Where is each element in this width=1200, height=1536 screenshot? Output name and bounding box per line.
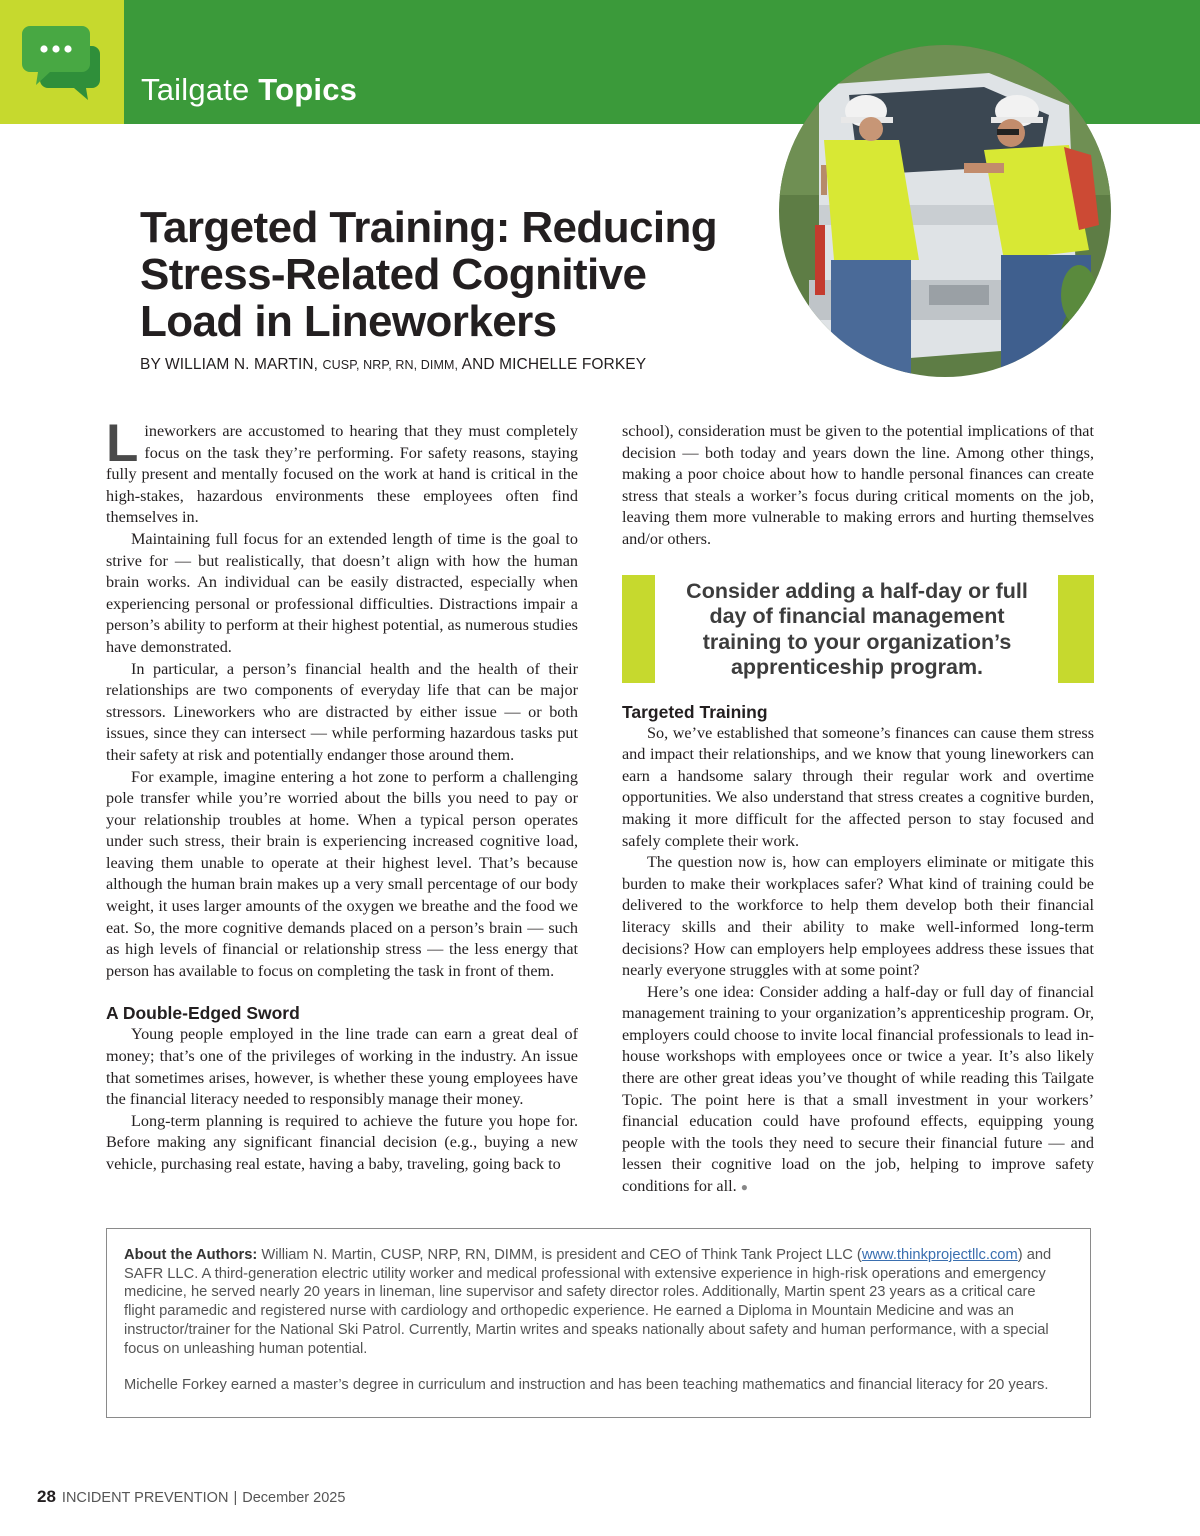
article-title: Targeted Training: Reducing Stress-Related Cognitive Load in Lineworkers	[140, 203, 718, 346]
issue-date: December 2025	[242, 1490, 346, 1506]
authors-bio-martin	[124, 1246, 1064, 1358]
footer-separator: |	[233, 1490, 238, 1506]
paragraph-text: Here’s one idea: Consider adding a half-day or full day of financial management training to your organization’s apprenticeship program. Or, employers could choose to invite local financial professionals to lead in-house workshops with employees once or twice a year. It’s also likely there are other great ideas you’ve thought of while reading this Tailgate Topic. The point here is that a small investment in your workers’ financial education could have profound effects, equipping young people with the tools they need to secure their financial future — and lessen their cognitive load on the job, helping to improve safety conditions for all.	[622, 982, 1094, 1196]
section-title	[141, 72, 357, 108]
paragraph-text: ineworkers are accustomed to hearing that they must completely focus on the task they’re performing. For safety reasons, staying fully present and mentally focused on the work at hand is critical in the high-stakes, hazardous environments these employees often find themselves in.	[106, 422, 578, 527]
magazine-name: INCIDENT PREVENTION	[61, 1490, 229, 1506]
section-icon-tile	[0, 0, 124, 124]
article-paragraph: For example, imagine entering a hot zone to perform a challenging pole transfer while you’re worried about the bills you need to pay or your relationship troubles at home. When a typical person operates under such stress, their brain is experiencing increased cognitive load, leaving them unable to operate at their highest level. That’s because although the human brain makes up a very small percentage of our body weight, it uses larger amounts of the oxygen we breathe and the food we eat. So, the more cognitive demands placed on a person’s brain — such as high levels of financial or relationship stress — the less energy that person has available to focus on completing the task in front of them.	[106, 767, 578, 980]
page-footer	[37, 1487, 345, 1507]
pull-quote-text: Consider adding a half-day or full day of financial management training to your organization’s apprenticeship program.	[686, 578, 1028, 680]
article-column-right	[622, 421, 1094, 1199]
about-the-authors-box	[106, 1228, 1091, 1418]
article-paragraph: So, we’ve established that someone’s finances can cause them stress and impact their relationships, and we know that young lineworkers can earn a handsome salary through their regular work and overtime opportunities. We also understand that stress creates a cognitive burden, making it more difficult for the affected person to stay focused and safely complete their work.	[622, 723, 1094, 850]
byline	[140, 356, 646, 374]
byline-credentials: CUSP, NRP, RN, DIMM,	[322, 358, 459, 372]
website-link[interactable]: www.thinkprojectllc.com	[861, 1247, 1018, 1263]
article-column-left	[106, 414, 578, 1176]
pull-quote	[622, 575, 1094, 683]
chat-bubbles-icon	[22, 24, 102, 102]
article-paragraph: In particular, a person’s financial health and the health of their relationships are two components of everyday life that can be major stressors. Lineworkers who are distracted by either issue — or both issues, since they can intersect — while performing hazardous tasks put their safety at risk and potentially endanger those around them.	[106, 659, 578, 764]
section-title-bold: Topics	[258, 72, 358, 107]
byline-author-1: BY WILLIAM N. MARTIN,	[140, 356, 319, 373]
article-paragraph: Young people employed in the line trade can earn a great deal of money; that’s one of the privileges of working in the industry. An issue that sometimes arises, however, is whether these young employees have the financial literacy needed to responsibly manage their money.	[106, 1025, 578, 1109]
authors-text-2: ) and SAFR LLC. A third-generation electric utility worker and medical professional with extensive experience in high-risk operations and emergency medicine, he served nearly 20 years in lineman, line supervisor and safety director roles. Additionally, Martin spent 23 years as a critical care flight paramedic and registered nurse with cardiology and orthopedic experience. He earned a Diploma in Mountain Medicine and was an instructor/trainer for the National Ski Patrol. Currently, Martin writes and speaks nationally about safety and human performance, with a special focus on unleashing human potential.	[124, 1247, 1052, 1357]
article-paragraph: Long-term planning is required to achieve the future you hope for. Before making any significant financial decision (e.g., buying a new vehicle, purchasing real estate, having a baby, traveling, going back to	[106, 1111, 578, 1173]
article-paragraph	[106, 414, 578, 529]
subheading-targeted-training: Targeted Training	[622, 701, 768, 722]
article-paragraph: The question now is, how can employers eliminate or mitigate this burden to make their workplaces safer? What kind of training could be delivered to the workforce to help them develop both their financial literacy skills and their ability to make well-informed long-term decisions? How can employers help employees address these issues that nearly everyone struggles with at some point?	[622, 853, 1094, 980]
pull-quote-bar-right	[1058, 575, 1094, 683]
end-mark: ●	[740, 1180, 748, 1195]
authors-bio-forkey: Michelle Forkey earned a master’s degree in curriculum and instruction and has been teaching mathematics and financial literacy for 20 years.	[124, 1377, 1049, 1394]
section-title-light: Tailgate	[141, 72, 250, 107]
article-paragraph-continued: school), consideration must be given to the potential implications of that decision — both today and years down the line. Among other things, making a poor choice about how to handle personal finances can create stress that steals a worker’s focus during critical moments on the job, leaving them more vulnerable to making errors and hurting themselves and/or others.	[622, 422, 1094, 548]
subheading-double-edged-sword: A Double-Edged Sword	[106, 1003, 300, 1024]
pull-quote-bar-left	[622, 575, 655, 683]
authors-label: About the Authors:	[124, 1247, 258, 1263]
lineworkers-photo	[779, 45, 1111, 377]
article-paragraph	[622, 982, 1094, 1199]
article-paragraph: Maintaining full focus for an extended length of time is the goal to strive for — but realistically, that doesn’t align with how the human brain works. An individual can be easily distracted, especially when experiencing personal or professional difficulties. Distractions impair a person’s ability to perform at their highest potential, as numerous studies have demonstrated.	[106, 529, 578, 656]
byline-author-2: AND MICHELLE FORKEY	[461, 356, 647, 373]
authors-text-1: William N. Martin, CUSP, NRP, RN, DIMM, is president and CEO of Think Tank Project LLC (	[261, 1247, 862, 1263]
page-number: 28	[37, 1487, 56, 1506]
drop-cap: L	[106, 414, 139, 473]
